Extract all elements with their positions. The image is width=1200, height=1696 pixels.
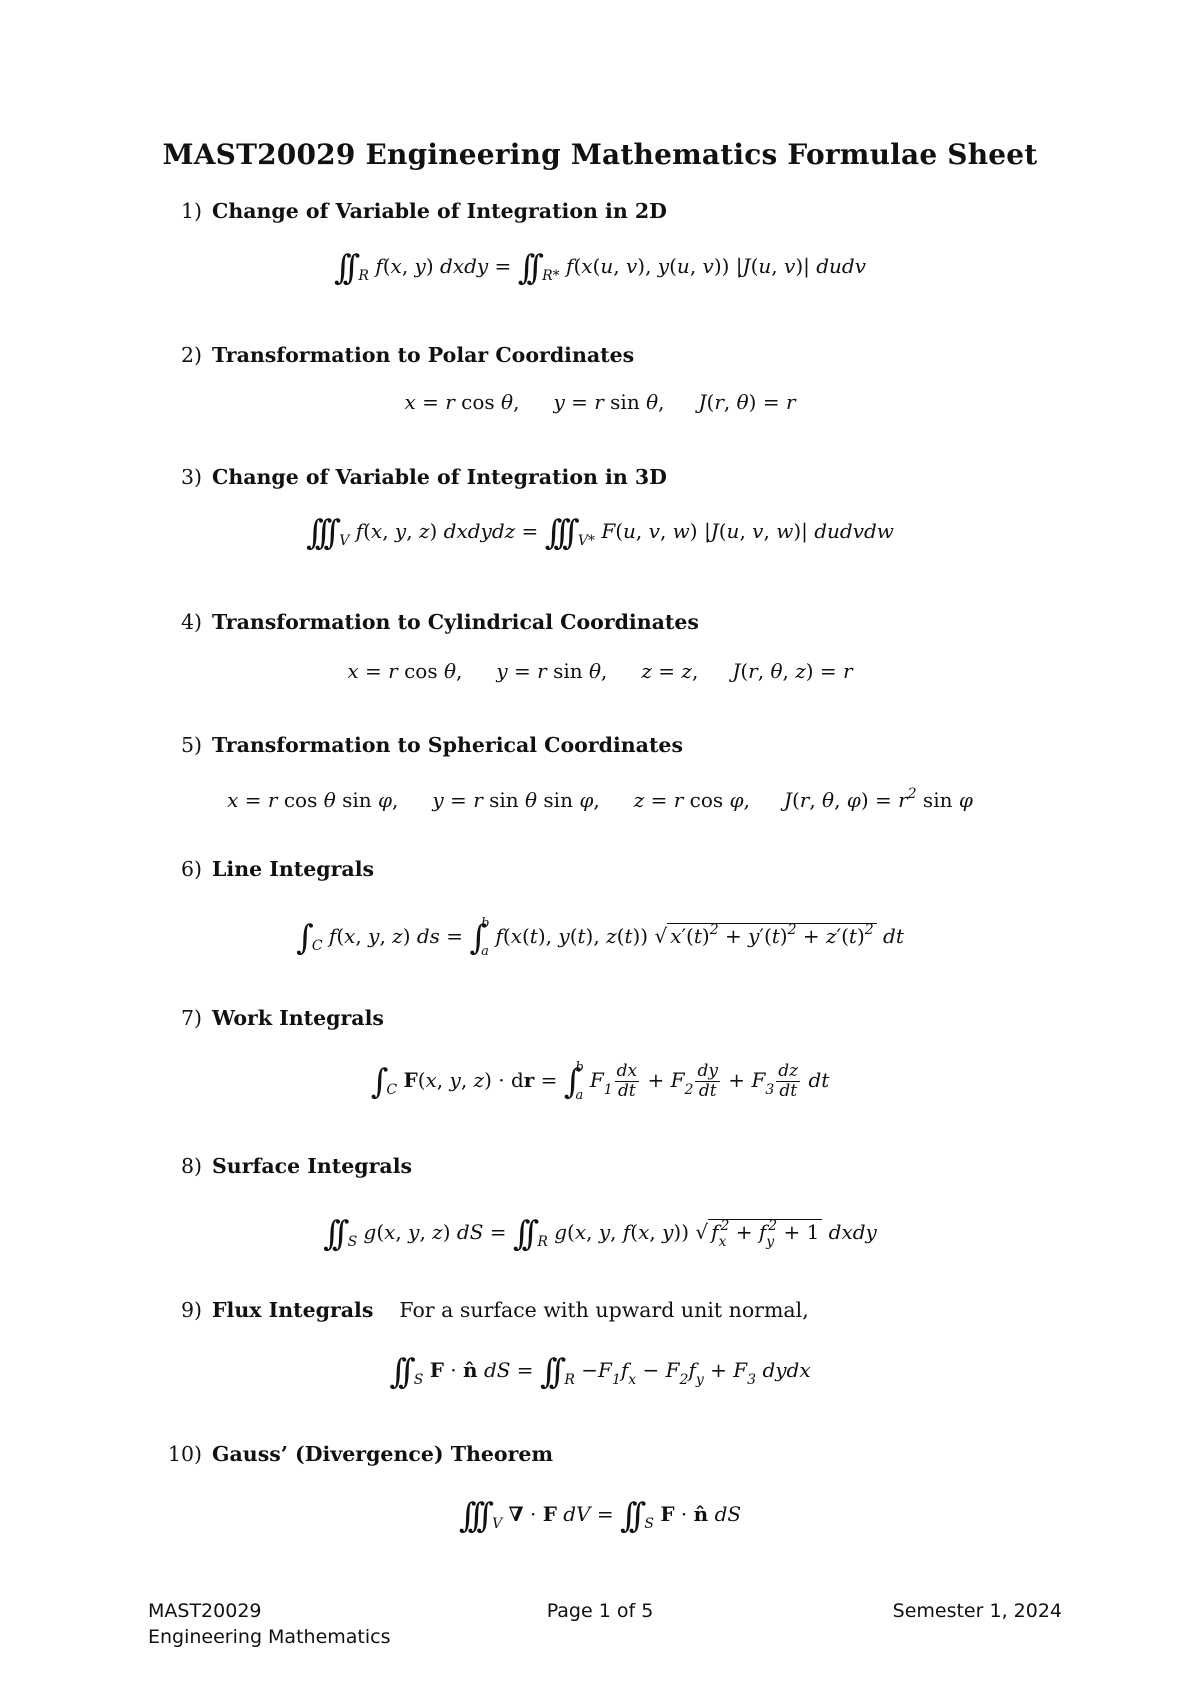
section-2-heading: 2) Transformation to Polar Coordinates — [180, 343, 635, 367]
section-10-heading: 10) Gauss’ (Divergence) Theorem — [167, 1442, 554, 1466]
footer-course-code: MAST20029 — [148, 1600, 262, 1622]
equation-line-integral: ∫ $_C$ f(x, y, z) ds = ∫ b af(x(t), y(t), z(t)) √ $x'(t)^2 + y'(t)^2 + z'(t)^2$ dt — [296, 915, 904, 959]
page-title: MAST20029 Engineering Mathematics Formulae Sheet — [162, 138, 1038, 171]
equation-spherical-coordinates: x = r cos θ sin φ, y = r sin θ sin φ, z = r cos φ, J(r, θ, $\varphi) = r^2$ sin φ — [227, 786, 973, 812]
equation-surface-integral: ∫∫ $_S$ g(x, y, z) dS = ∫∫ $_R$ g(x, y, f(x, y)) √ $f_x^2 + f_y^2 + 1$ dxdy — [323, 1214, 877, 1254]
equation-change-of-variable-2d: ∫∫ $_R$ f(x, y) dxdy = ∫∫ $_{R*}$ f(x(u, v), y(u, v)) |J(u, v)| dudv — [333, 248, 867, 288]
section-1-heading: 1) Change of Variable of Integration in 2D — [180, 199, 667, 223]
equation-polar-coordinates: x = r cos θ, y = r sin θ, J(r, θ) = r — [404, 390, 796, 414]
equation-change-of-variable-3d: ∫∫∫ $_V$ f(x, y, z) dxdydz = ∫∫∫ $_{V*}$ F(u, v, w) |J(u, v, w)| dudvdw — [306, 513, 894, 553]
section-5-heading: 5) Transformation to Spherical Coordinates — [180, 733, 683, 757]
section-9-heading: 9) Flux Integrals For a surface with upward unit normal, — [180, 1298, 809, 1322]
equation-work-integral: ∫ $_C$ F(x, y, z) · dr = ∫ b $aF_1$ $\frac{dx}{dt}$ + $F_2$ $\frac{dy}{dt}$ + $F_3$ $\frac{dz}{dt}$ dt — [370, 1059, 830, 1103]
equation-cylindrical-coordinates: x = r cos θ, y = r sin θ, z = z, J(r, θ, z) = r — [347, 659, 853, 683]
section-6-heading: 6) Line Integrals — [180, 857, 375, 881]
footer-page-number: Page 1 of 5 — [546, 1600, 654, 1622]
section-8-heading: 8) Surface Integrals — [180, 1154, 413, 1178]
section-7-heading: 7) Work Integrals — [180, 1006, 384, 1030]
equation-flux-integral: ∫∫ $_S$ F · n̂ dS = ∫∫ $_R -F_1f_x - F_2f_y + F_3$ dydx — [389, 1352, 811, 1392]
footer-semester: Semester 1, 2024 — [892, 1600, 1062, 1622]
equation-divergence-theorem: ∫∫∫ $_V$ ∇ · F dV = ∫∫ $_S$ F · n̂ dS — [458, 1496, 742, 1536]
section-3-heading: 3) Change of Variable of Integration in 3D — [180, 465, 667, 489]
section-4-heading: 4) Transformation to Cylindrical Coordinates — [180, 610, 699, 634]
footer-course-name: Engineering Mathematics — [148, 1626, 391, 1648]
